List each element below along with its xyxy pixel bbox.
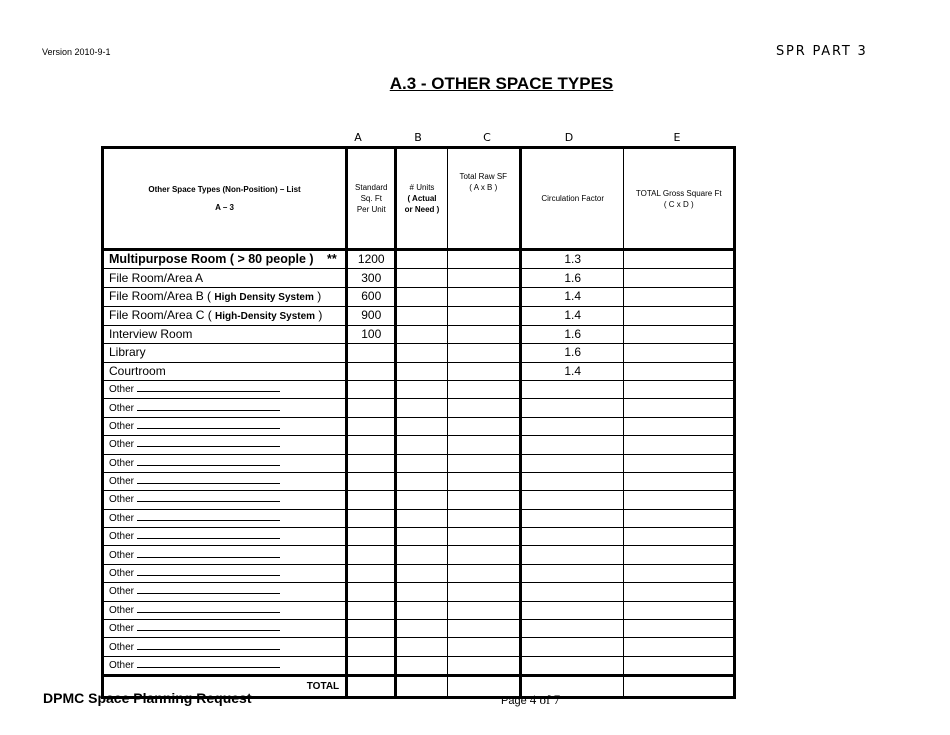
- row-label: Multipurpose Room ( > 80 people ): [109, 252, 314, 267]
- cell-e[interactable]: [624, 620, 735, 638]
- total-a[interactable]: [347, 676, 396, 698]
- cell-c[interactable]: [447, 436, 520, 454]
- other-row-name: [103, 509, 347, 527]
- cell-e[interactable]: [624, 436, 735, 454]
- cell-a: 900: [347, 306, 396, 325]
- header-d-line1: Circulation Factor: [541, 194, 605, 203]
- other-blank-line[interactable]: [137, 418, 280, 429]
- cell-b[interactable]: [396, 546, 447, 564]
- cell-d[interactable]: [520, 454, 623, 472]
- cell-b[interactable]: [396, 472, 447, 490]
- header-e: [624, 148, 735, 250]
- cell-a[interactable]: [347, 509, 396, 527]
- column-letter-d: D: [564, 131, 574, 144]
- cell-e[interactable]: [624, 564, 735, 582]
- cell-b[interactable]: [396, 656, 447, 675]
- cell-b[interactable]: [396, 509, 447, 527]
- cell-c[interactable]: [447, 472, 520, 490]
- cell-c[interactable]: [447, 509, 520, 527]
- other-blank-line[interactable]: [137, 455, 280, 466]
- table-row: [103, 472, 735, 490]
- other-blank-line[interactable]: [137, 620, 280, 631]
- cell-e[interactable]: [624, 399, 735, 417]
- cell-a[interactable]: [347, 362, 396, 380]
- cell-e[interactable]: [624, 528, 735, 546]
- cell-d: 1.4: [520, 362, 623, 380]
- cell-d: 1.4: [520, 287, 623, 306]
- header-d: [520, 148, 623, 250]
- cell-b[interactable]: [396, 583, 447, 601]
- other-row-name: [103, 528, 347, 546]
- table-row: [103, 546, 735, 564]
- cell-d[interactable]: [520, 546, 623, 564]
- other-row-name: [103, 436, 347, 454]
- column-letter-b: B: [414, 131, 422, 144]
- cell-e[interactable]: [624, 325, 735, 343]
- cell-c[interactable]: [447, 656, 520, 675]
- cell-b[interactable]: [396, 399, 447, 417]
- cell-b[interactable]: [396, 528, 447, 546]
- row-name: [103, 250, 347, 269]
- cell-e[interactable]: [624, 491, 735, 509]
- cell-a[interactable]: [347, 454, 396, 472]
- table-row: [103, 250, 735, 269]
- cell-a[interactable]: [347, 344, 396, 362]
- column-letter-e: E: [673, 131, 681, 144]
- header-list-title: Other Space Types (Non-Position) – List: [148, 184, 301, 194]
- cell-b[interactable]: [396, 306, 447, 325]
- cell-a[interactable]: [347, 528, 396, 546]
- header-a: [347, 148, 396, 250]
- cell-d[interactable]: [520, 601, 623, 619]
- cell-a[interactable]: [347, 417, 396, 435]
- other-label: Other: [109, 402, 135, 414]
- total-e[interactable]: [624, 676, 735, 698]
- cell-d: 1.4: [520, 306, 623, 325]
- cell-a[interactable]: [347, 564, 396, 582]
- cell-d: 1.3: [520, 250, 623, 269]
- row-name: [103, 287, 347, 306]
- table-row: [103, 454, 735, 472]
- cell-b[interactable]: [396, 325, 447, 343]
- space-types-table: [101, 146, 736, 699]
- cell-c[interactable]: [447, 287, 520, 306]
- other-row-name: [103, 399, 347, 417]
- other-blank-line[interactable]: [137, 657, 280, 668]
- cell-e[interactable]: [624, 601, 735, 619]
- cell-a[interactable]: [347, 436, 396, 454]
- cell-b[interactable]: [396, 344, 447, 362]
- row-label: Interview Room: [109, 326, 193, 341]
- table-row: [103, 399, 735, 417]
- cell-e[interactable]: [624, 344, 735, 362]
- header-b-line2: ( Actual: [407, 194, 437, 203]
- cell-e[interactable]: [624, 583, 735, 601]
- header-e-line2: ( C x D ): [663, 199, 694, 209]
- cell-b[interactable]: [396, 564, 447, 582]
- cell-e[interactable]: [624, 638, 735, 656]
- cell-e[interactable]: [624, 454, 735, 472]
- cell-e[interactable]: [624, 269, 735, 287]
- column-letter-c: C: [483, 131, 491, 144]
- other-row-name: [103, 546, 347, 564]
- other-row-name: [103, 417, 347, 435]
- table-row: [103, 491, 735, 509]
- cell-e[interactable]: [624, 250, 735, 269]
- other-row-name: [103, 601, 347, 619]
- header-c-line2: ( A x B ): [469, 183, 498, 192]
- row-suffix: ): [318, 307, 323, 322]
- cell-c[interactable]: [447, 454, 520, 472]
- cell-a[interactable]: [347, 601, 396, 619]
- cell-b[interactable]: [396, 269, 447, 287]
- other-rows: [103, 380, 735, 675]
- cell-e[interactable]: [624, 472, 735, 490]
- cell-e[interactable]: [624, 417, 735, 435]
- table-row: [103, 620, 735, 638]
- other-row-name: [103, 620, 347, 638]
- cell-b[interactable]: [396, 601, 447, 619]
- column-letter-a: A: [354, 131, 362, 144]
- other-label: Other: [109, 531, 135, 543]
- cell-c[interactable]: [447, 269, 520, 287]
- cell-b[interactable]: [396, 417, 447, 435]
- other-label: Other: [109, 384, 135, 396]
- cell-c[interactable]: [447, 362, 520, 380]
- row-note: **: [327, 252, 337, 267]
- row-name: [103, 306, 347, 325]
- row-name: [103, 344, 347, 362]
- header-a-line3: Per Unit: [356, 205, 386, 214]
- table-row: [103, 306, 735, 325]
- cell-c[interactable]: [447, 325, 520, 343]
- other-label: Other: [109, 549, 135, 561]
- cell-a[interactable]: [347, 620, 396, 638]
- cell-c[interactable]: [447, 250, 520, 269]
- cell-d: 1.6: [520, 344, 623, 362]
- header-e-line1: TOTAL Gross Square Ft: [635, 188, 722, 198]
- cell-c[interactable]: [447, 380, 520, 398]
- row-name: [103, 269, 347, 287]
- other-label: Other: [109, 604, 135, 616]
- header-b-line3: or Need ): [404, 205, 440, 214]
- cell-c[interactable]: [447, 491, 520, 509]
- row-name: [103, 325, 347, 343]
- footer-page: [501, 692, 560, 708]
- cell-c[interactable]: [447, 306, 520, 325]
- total-b[interactable]: [396, 676, 447, 698]
- header-list-code: A – 3: [215, 202, 234, 212]
- cell-a: 600: [347, 287, 396, 306]
- other-row-name: [103, 454, 347, 472]
- row-qualifier: High Density System: [214, 291, 314, 303]
- cell-d[interactable]: [520, 620, 623, 638]
- cell-d[interactable]: [520, 472, 623, 490]
- row-label: File Room/Area C (: [109, 307, 212, 322]
- table-row: [103, 656, 735, 675]
- cell-b[interactable]: [396, 638, 447, 656]
- row-name: [103, 362, 347, 380]
- cell-a[interactable]: [347, 656, 396, 675]
- table-row: [103, 287, 735, 306]
- cell-e[interactable]: [624, 656, 735, 675]
- header-b-line1: # Units: [409, 183, 435, 192]
- table-row: [103, 362, 735, 380]
- footer-title: DPMC Space Planning Request: [43, 690, 252, 706]
- other-row-name: [103, 583, 347, 601]
- other-blank-line[interactable]: [137, 473, 280, 484]
- other-label: Other: [109, 476, 135, 488]
- table-row: [103, 269, 735, 287]
- cell-d: 1.6: [520, 269, 623, 287]
- cell-a: 1200: [347, 250, 396, 269]
- cell-b[interactable]: [396, 380, 447, 398]
- other-blank-line[interactable]: [137, 547, 280, 558]
- other-label: Other: [109, 457, 135, 469]
- cell-e[interactable]: [624, 546, 735, 564]
- other-blank-line[interactable]: [137, 436, 280, 447]
- cell-a[interactable]: [347, 380, 396, 398]
- row-label: File Room/Area A: [109, 270, 204, 285]
- cell-d[interactable]: [520, 399, 623, 417]
- other-blank-line[interactable]: [137, 510, 280, 521]
- other-blank-line[interactable]: [137, 565, 280, 576]
- footer-page-number: 4 of 7: [529, 692, 561, 707]
- other-row-name: [103, 564, 347, 582]
- other-row-name: [103, 638, 347, 656]
- cell-a[interactable]: [347, 546, 396, 564]
- cell-b[interactable]: [396, 436, 447, 454]
- table-row: [103, 509, 735, 527]
- table-header-row: [103, 148, 735, 250]
- other-label: Other: [109, 586, 135, 598]
- cell-c[interactable]: [447, 344, 520, 362]
- row-label: File Room/Area B (: [109, 288, 212, 303]
- row-label: Library: [109, 345, 146, 360]
- part-label: SPR PART 3: [776, 44, 868, 59]
- cell-c[interactable]: [447, 638, 520, 656]
- other-label: Other: [109, 641, 135, 653]
- table-row: [103, 638, 735, 656]
- table-row: [103, 417, 735, 435]
- footer-page-prefix: Page: [501, 695, 527, 707]
- table-row: [103, 528, 735, 546]
- cell-e[interactable]: [624, 306, 735, 325]
- cell-e[interactable]: [624, 509, 735, 527]
- other-label: Other: [109, 623, 135, 635]
- version-label: Version 2010-9-1: [42, 47, 111, 57]
- other-blank-line[interactable]: [137, 528, 280, 539]
- table-row: [103, 436, 735, 454]
- cell-d[interactable]: [520, 380, 623, 398]
- cell-e[interactable]: [624, 287, 735, 306]
- other-label: Other: [109, 439, 135, 451]
- table-row: [103, 601, 735, 619]
- cell-c[interactable]: [447, 620, 520, 638]
- cell-e[interactable]: [624, 362, 735, 380]
- other-label: Other: [109, 420, 135, 432]
- column-letters: [0, 131, 950, 145]
- cell-b[interactable]: [396, 454, 447, 472]
- cell-d[interactable]: [520, 656, 623, 675]
- row-suffix: ): [317, 288, 322, 303]
- cell-a[interactable]: [347, 638, 396, 656]
- cell-c[interactable]: [447, 528, 520, 546]
- other-blank-line[interactable]: [137, 602, 280, 613]
- cell-b[interactable]: [396, 362, 447, 380]
- page-title: A.3 - OTHER SPACE TYPES: [389, 74, 614, 93]
- other-blank-line[interactable]: [137, 400, 280, 411]
- cell-d[interactable]: [520, 509, 623, 527]
- cell-a: 300: [347, 269, 396, 287]
- cell-d[interactable]: [520, 564, 623, 582]
- cell-d[interactable]: [520, 583, 623, 601]
- cell-c[interactable]: [447, 564, 520, 582]
- header-a-line1: Standard: [355, 183, 388, 192]
- other-label: Other: [109, 568, 135, 580]
- cell-b[interactable]: [396, 491, 447, 509]
- row-qualifier: High-Density System: [215, 310, 316, 322]
- cell-a: 100: [347, 325, 396, 343]
- cell-c[interactable]: [447, 399, 520, 417]
- header-a-line2: Sq. Ft: [360, 194, 382, 203]
- cell-a[interactable]: [347, 472, 396, 490]
- cell-e[interactable]: [624, 380, 735, 398]
- other-label: Other: [109, 660, 135, 671]
- table-row: [103, 325, 735, 343]
- other-row-name: [103, 472, 347, 490]
- cell-c[interactable]: [447, 583, 520, 601]
- total-label: TOTAL: [103, 676, 347, 698]
- cell-a[interactable]: [347, 399, 396, 417]
- other-label: Other: [109, 512, 135, 524]
- other-row-name: [103, 656, 347, 675]
- other-label: Other: [109, 494, 135, 506]
- header-list: [103, 148, 347, 250]
- table-row: [103, 583, 735, 601]
- table-row: [103, 344, 735, 362]
- other-blank-line[interactable]: [137, 583, 280, 594]
- cell-a[interactable]: [347, 491, 396, 509]
- cell-b[interactable]: [396, 250, 447, 269]
- header-b: [396, 148, 447, 250]
- other-blank-line[interactable]: [137, 381, 280, 392]
- table-row: [103, 564, 735, 582]
- cell-d[interactable]: [520, 638, 623, 656]
- other-row-name: [103, 491, 347, 509]
- header-c-line1: Total Raw SF: [459, 172, 508, 181]
- cell-b[interactable]: [396, 287, 447, 306]
- header-c: [447, 148, 520, 250]
- cell-c[interactable]: [447, 601, 520, 619]
- row-label: Courtroom: [109, 363, 166, 378]
- cell-d[interactable]: [520, 417, 623, 435]
- table-row: [103, 380, 735, 398]
- cell-c[interactable]: [447, 546, 520, 564]
- other-blank-line[interactable]: [137, 639, 280, 650]
- cell-a[interactable]: [347, 583, 396, 601]
- cell-b[interactable]: [396, 620, 447, 638]
- cell-d: 1.6: [520, 325, 623, 343]
- cell-d[interactable]: [520, 436, 623, 454]
- other-row-name: [103, 380, 347, 398]
- other-blank-line[interactable]: [137, 491, 280, 502]
- cell-d[interactable]: [520, 491, 623, 509]
- cell-d[interactable]: [520, 528, 623, 546]
- cell-c[interactable]: [447, 417, 520, 435]
